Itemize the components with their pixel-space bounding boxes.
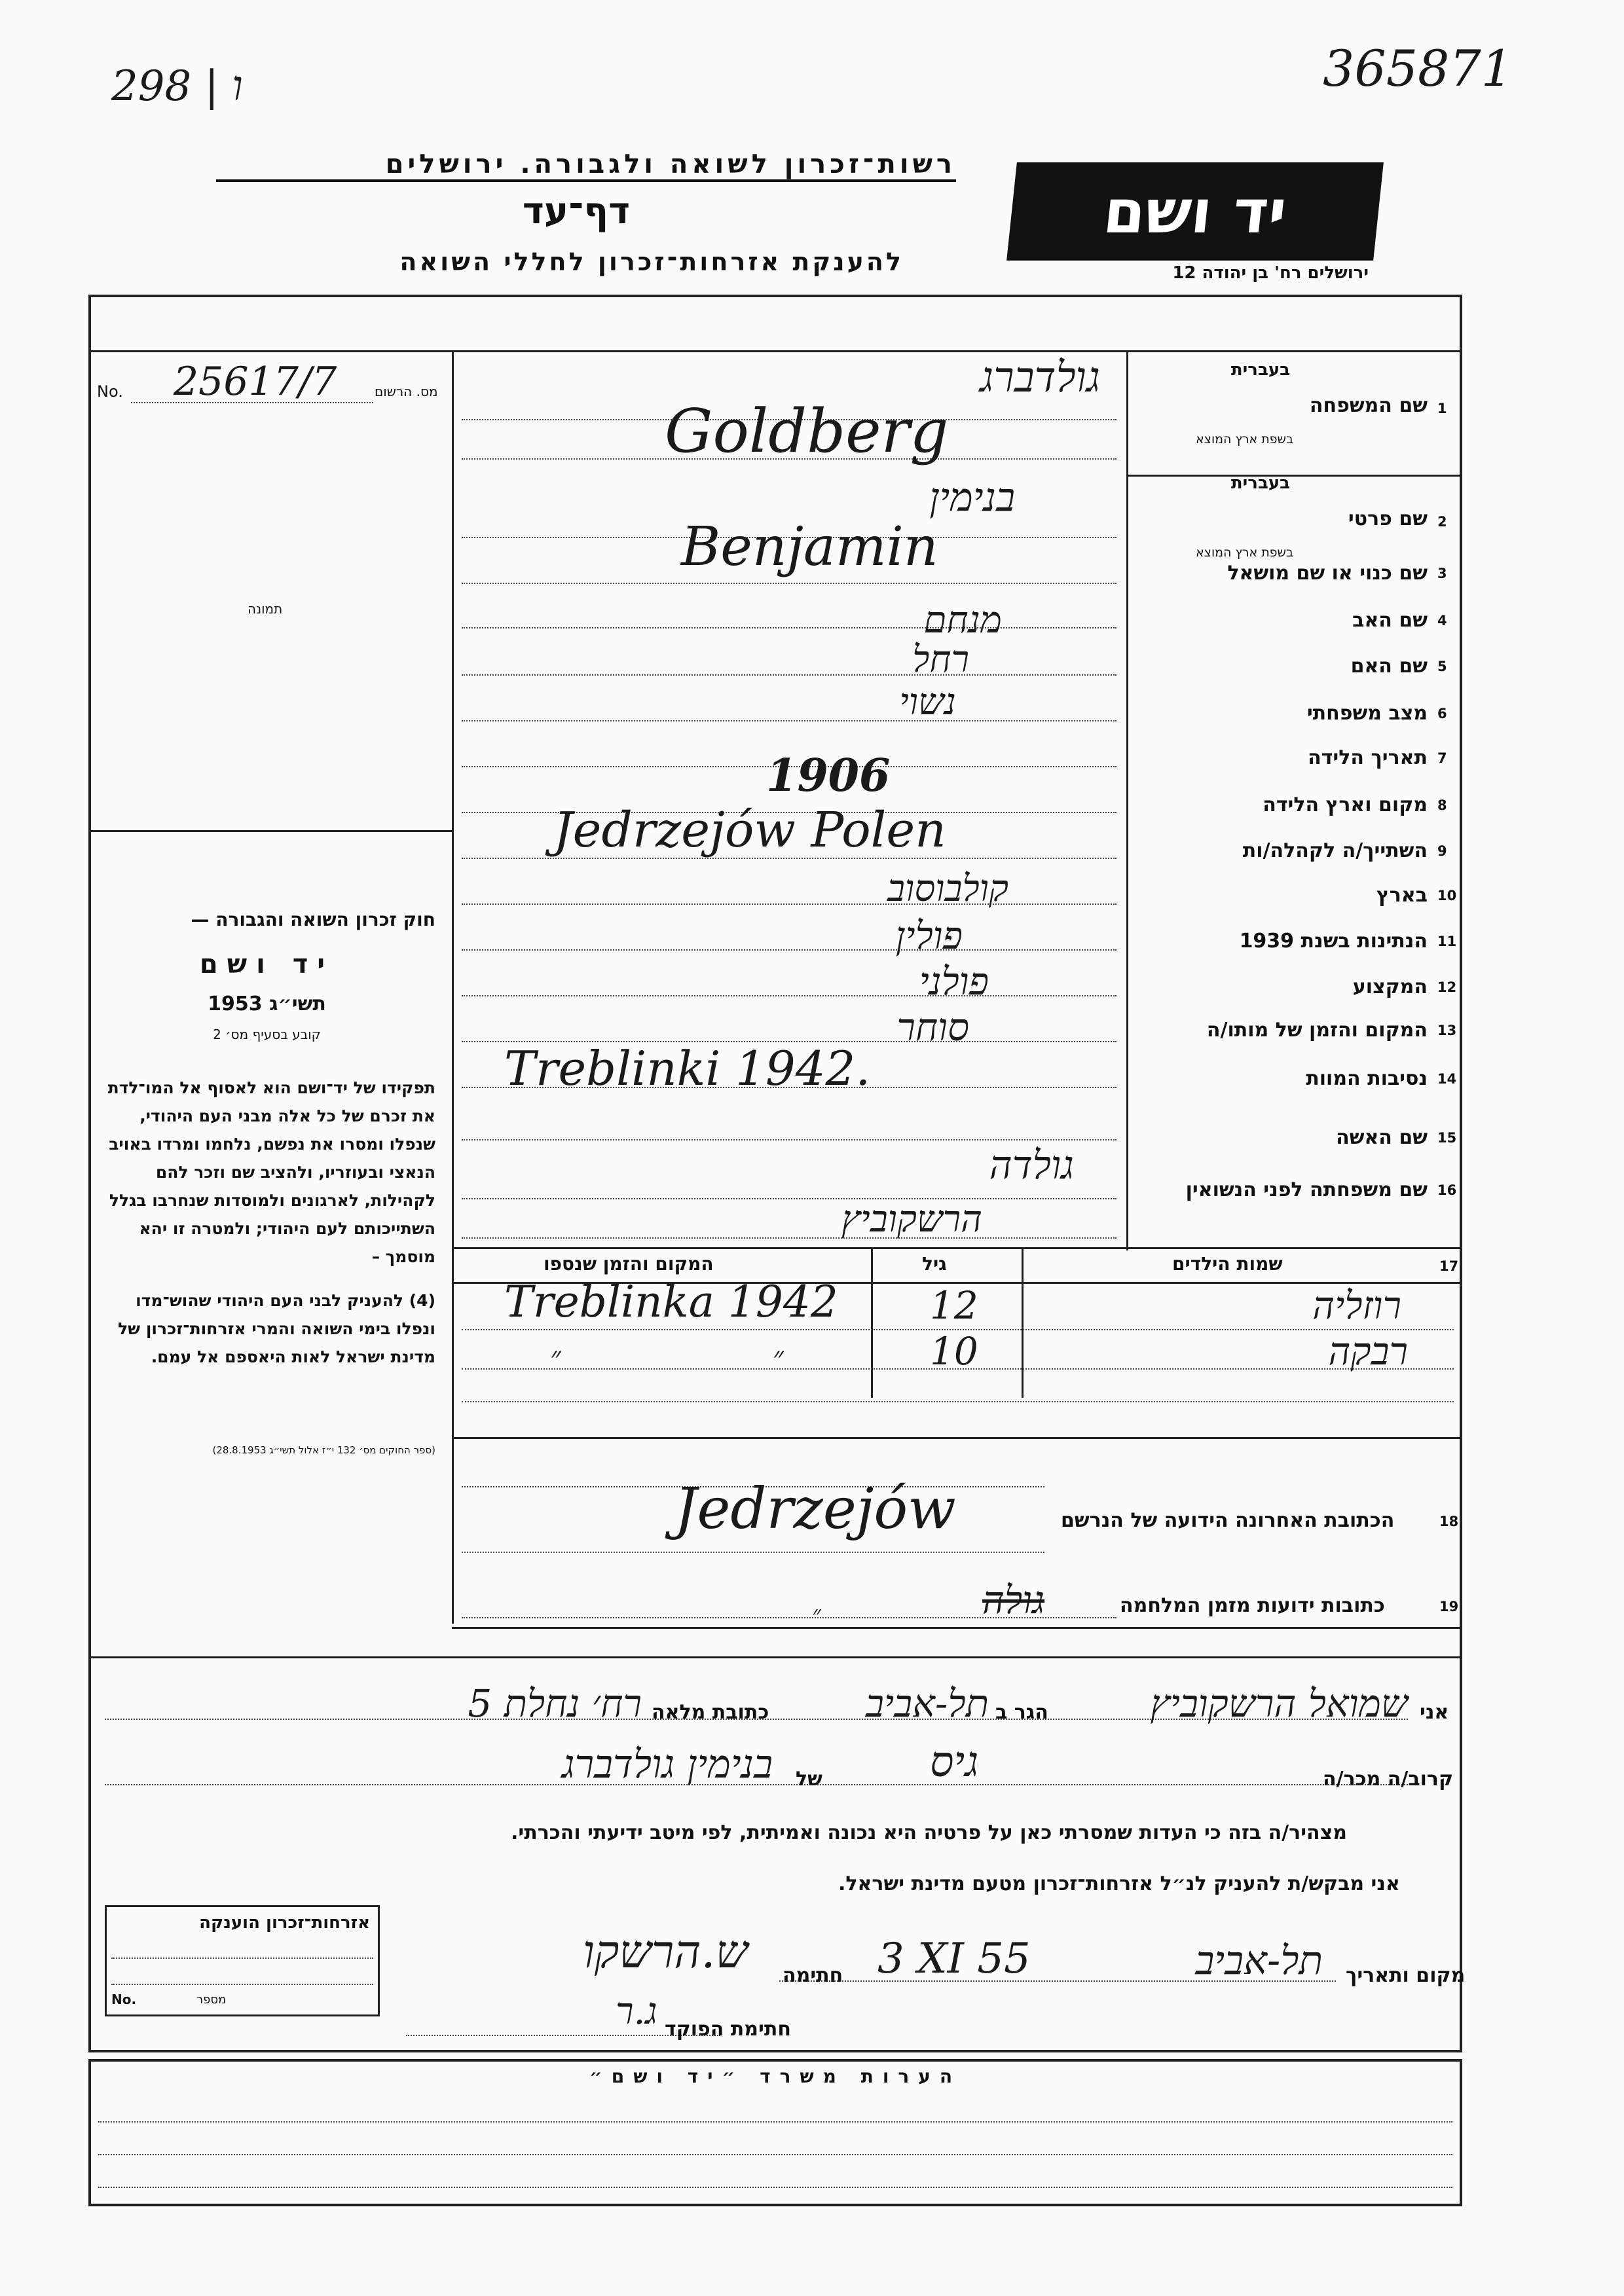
row-number-10: 10: [1437, 888, 1457, 903]
child-1-name: רוזליה: [1312, 1283, 1401, 1328]
yad-vashem-logo: [1006, 162, 1384, 261]
field-label-11: הנתינות בשנת 1939: [1239, 930, 1428, 953]
native-language-sublabel: בשפת ארץ המוצא: [1195, 545, 1293, 560]
declarant-residing-label: הגר ב: [995, 1701, 1048, 1724]
wartime-addresses-label: כתובות ידועות מזמן המלחמה: [1120, 1594, 1385, 1617]
citizenship-box-title: אזרחות־זכרון הוענקה: [199, 1913, 370, 1933]
residence-1939: פולני: [919, 959, 989, 1004]
child-1-place: Treblinka 1942: [504, 1277, 838, 1327]
signature-label: חתימה: [783, 1964, 843, 1987]
children-place-time-header: המקום והזמן שנספו: [544, 1253, 714, 1275]
field-label-12: המקצוע: [1352, 975, 1428, 998]
row-number-13: 13: [1437, 1023, 1457, 1038]
first-name-latin: Benjamin: [681, 516, 938, 578]
citizenship-no-label-he: מספר: [196, 1993, 227, 2007]
field-label-2: שם פרטי: [1348, 507, 1428, 530]
country: פולין: [895, 913, 963, 958]
birth-date: 1906: [766, 750, 891, 802]
law-title: חוק זכרון השואה והגבורה —: [191, 909, 435, 930]
declarant-city: תל-אביב: [865, 1681, 989, 1726]
row-number-18: 18: [1439, 1514, 1459, 1529]
field-label-7: תאריך הלידה: [1308, 746, 1428, 769]
photo-label: תמונה: [248, 601, 283, 617]
last-address: Jedrzejów: [674, 1476, 956, 1542]
logo-text: יד ושם: [1100, 176, 1290, 247]
page-subtitle: להענקת אזרחות־זכרון לחללי השואה: [399, 247, 904, 276]
citizenship-no-label: No.: [111, 1992, 137, 2007]
mother-name: רחל: [912, 638, 969, 681]
law-paragraph-2: (4) להעניק לבני העם היהודי שהוש־מדו ונפלו בימי השואה והמרי אזרחות־זכרון של מדינת ישראל לאות היאספם אל עמם.: [118, 1291, 435, 1366]
relation-of-label: של: [796, 1768, 822, 1791]
place-date-value: תל-אביב: [1195, 1938, 1323, 1984]
hebrew-sublabel: בעברית: [1230, 473, 1290, 493]
marital-status: נשוי: [899, 681, 956, 723]
row-number-3: 3: [1437, 566, 1447, 581]
row-number-16: 16: [1437, 1182, 1457, 1198]
birth-place: Jedrzejów Polen: [553, 802, 946, 858]
row-number-4: 4: [1437, 613, 1447, 629]
child-1-age: 12: [930, 1283, 978, 1328]
row-number-12: 12: [1437, 979, 1457, 995]
row-number-19: 19: [1439, 1599, 1459, 1614]
wife-name: גולדה: [989, 1142, 1074, 1188]
child-2-place-ditto: ״: [550, 1341, 561, 1374]
official-signature-label: חתימת הפוקד: [665, 2018, 791, 2041]
registration-label-he: מס. הרשום: [375, 384, 438, 399]
relation-of-name: בנימין גולדברג: [561, 1741, 773, 1787]
row-number-2: 2: [1437, 514, 1447, 530]
field-label-8: מקום וארץ הלידה: [1263, 793, 1428, 816]
law-year: תשי״ג 1953: [208, 993, 326, 1015]
field-label-16: שם משפחתה לפני הנשואין: [1185, 1178, 1428, 1201]
field-label-13: המקום והזמן של מותו/ה: [1206, 1019, 1428, 1042]
declarant-name: שמואל הרשקוביץ: [1150, 1681, 1408, 1726]
row-number-7: 7: [1437, 750, 1447, 766]
field-label-10: בארץ: [1376, 884, 1428, 907]
declarant-i-label: אני: [1420, 1701, 1449, 1724]
declarant-address-label: כתובת מלאה: [652, 1701, 769, 1724]
child-2-age: 10: [930, 1329, 978, 1374]
children-names-header: שמות הילדים: [1172, 1253, 1283, 1275]
field-label-3: שם כנוי או שם מושאל: [1227, 562, 1428, 585]
field-label-6: מצב משפחתי: [1306, 702, 1428, 725]
field-label-15: שם האשה: [1336, 1126, 1428, 1149]
wife-maiden-name: הרשקוביץ: [841, 1198, 982, 1241]
row-number-5: 5: [1437, 659, 1447, 674]
last-address-label: הכתובת האחרונה הידועה של הנרשם: [1061, 1509, 1395, 1532]
field-label-9: השתייך/ה לקהלה/ות: [1242, 839, 1428, 862]
community: קולבוסוב: [887, 867, 1008, 910]
row-number-17: 17: [1439, 1258, 1459, 1274]
law-source: (ספר החוקים מס׳ 132 י״ז אלול תשי״ג 28.8.1953): [212, 1444, 435, 1456]
authority-title: רשות־זכרון לשואה ולגבורה. ירושלים: [216, 149, 956, 182]
native-language-sublabel: בשפת ארץ המוצא: [1195, 432, 1293, 446]
date-value: 3 XI 55: [877, 1935, 1031, 1983]
handwritten-folio: 298 | ו: [111, 62, 243, 111]
registration-label-no: No.: [97, 382, 123, 401]
child-2-name: רבקה: [1328, 1329, 1408, 1374]
law-paragraph-1: תפקידו של יד־ושם הוא לאסוף אל המו־לדת את זכרם של כל אלה מבני העם היהודי, שנפלו ומסרו את נפשם, נלחמו ומרדו באויב הנאצי ובעוזריו, ולהציב שם וזכר להם לקהילות, לארגונים ולמוסדות שנחרבו בגלל השתייכותם לעם היהודי; ולמטרה זו יהא מוסמך –: [107, 1078, 435, 1266]
family-name-latin: Goldberg: [665, 396, 949, 466]
field-label-14: נסיבות המוות: [1306, 1067, 1428, 1090]
occupation: סוחר: [896, 1005, 969, 1049]
law-org: יד ושם: [199, 949, 335, 979]
handwritten-archive-number: 365871: [1323, 39, 1513, 98]
registration-number: 25617/7: [174, 359, 337, 405]
row-number-15: 15: [1437, 1130, 1457, 1146]
row-number-8: 8: [1437, 797, 1447, 813]
declarant-address: רח׳ נחלת 5: [468, 1681, 642, 1726]
row-number-1: 1: [1437, 401, 1447, 416]
signature: ש.הרשקו: [583, 1925, 748, 1978]
row-number-6: 6: [1437, 706, 1447, 721]
relation-value: גיס: [930, 1738, 979, 1787]
law-section: קובע בסעיף מס׳ 2: [213, 1027, 321, 1042]
field-label-1: שם המשפחה: [1309, 394, 1428, 417]
father-name: מנחם: [923, 599, 1002, 642]
relation-label: קרוב/ה מכר/ה: [1323, 1768, 1454, 1791]
wartime-addresses: גולה: [982, 1578, 1045, 1622]
wartime-ditto: ״: [812, 1601, 821, 1628]
row-number-9: 9: [1437, 843, 1447, 859]
official-signature: ג.ר: [616, 1990, 657, 2033]
field-label-4: שם האב: [1352, 609, 1428, 632]
first-name-hebrew: בנימין: [929, 475, 1015, 520]
child-2-place-ditto-2: ״: [773, 1341, 784, 1374]
hebrew-sublabel: בעברית: [1230, 360, 1290, 380]
declaration-request: אני מבקש/ת להעניק לנ״ל אזרחות־זכרון מטעם מדינת ישראל.: [838, 1872, 1400, 1895]
page-title: דף־עד: [522, 190, 631, 232]
logo-address: ירושלים רח' בן יהודה 12: [1172, 263, 1369, 283]
family-name-hebrew: גולדברג: [980, 354, 1100, 402]
declaration-statement: מצהיר/ה בזה כי העדות שמסרתי כאן על פרטיה היא נכונה ואמיתית, לפי מיטב ידיעתי והכרתי.: [511, 1821, 1347, 1844]
place-date-label: מקום ותאריך: [1346, 1964, 1466, 1987]
remarks-title: הערות משרד ״יד ושם״: [589, 2066, 962, 2087]
children-age-header: גיל: [922, 1253, 947, 1275]
place-time-of-death: Treblinki 1942.: [504, 1041, 871, 1096]
row-number-11: 11: [1437, 934, 1457, 949]
row-number-14: 14: [1437, 1071, 1457, 1087]
field-label-5: שם האם: [1350, 655, 1428, 678]
